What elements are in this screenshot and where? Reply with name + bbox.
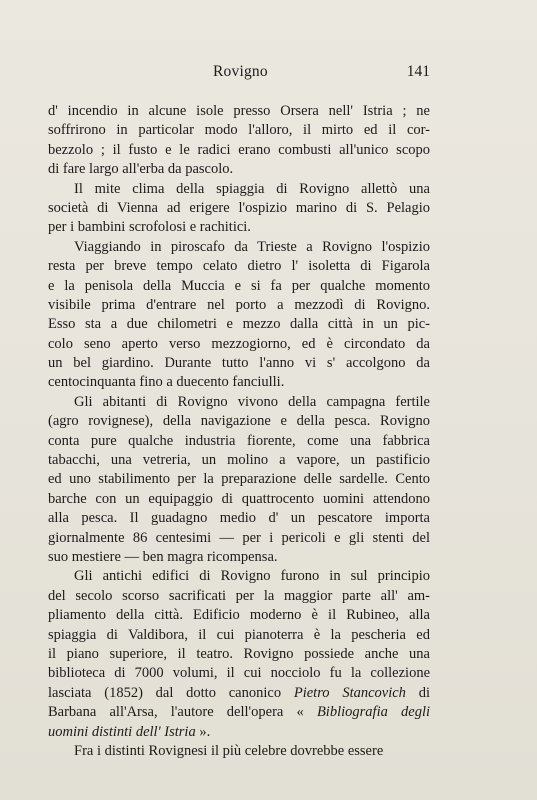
- text-line: bezzolo ; il fusto e le radici erano combusti all'unico scopo: [48, 141, 430, 158]
- text-line: alla pesca. Il guadagno medio d' un pescatore importa: [48, 510, 430, 527]
- text-line: (agro rovignese), della navigazione e della pesca. Rovigno: [48, 413, 430, 430]
- text-line: Viaggiando in piroscafo da Trieste a Rovigno l'ospizio: [74, 238, 430, 255]
- text-line: un bel giardino. Durante tutto l'anno vi s' accolgono da: [48, 355, 430, 372]
- text-line: suo mestiere — ben magra ricompensa.: [48, 548, 278, 565]
- paragraph: [48, 180, 430, 238]
- text-line: Gli abitanti di Rovigno vivono della campagna fertile: [74, 393, 430, 410]
- paragraph: [48, 567, 430, 742]
- page-number: 141: [406, 63, 430, 80]
- text-line: e la penisola della Muccia e si fa per qualche momento: [48, 277, 430, 294]
- text-line: per i bambini scrofolosi e rachitici.: [48, 219, 251, 236]
- text-line: soffrirono in particolar modo l'alloro, il mirto ed il cor-: [48, 122, 430, 139]
- text-line: spiaggia di Valdibora, il cui pianoterra è la pescheria ed: [48, 626, 430, 643]
- text-line: colo seno aperto verso mezzogiorno, ed è circondato da: [48, 335, 430, 352]
- running-head: Rovigno: [213, 63, 268, 80]
- text-line: uomini distinti dell' Istria ».: [48, 723, 211, 740]
- text-line: di fare largo all'erba da pascolo.: [48, 161, 234, 178]
- text-line: lasciata (1852) dal dotto canonico Pietro Stancovich di: [48, 684, 430, 701]
- text-line: il piano superiore, il teatro. Rovigno possiede anche una: [48, 645, 430, 662]
- paragraph: [48, 238, 430, 393]
- text-line: conta pure qualche industria fiorente, come una fabbrica: [48, 432, 430, 449]
- text-line: ed uno stabilimento per la preparazione delle sardelle. Cento: [48, 471, 430, 488]
- text-line: d' incendio in alcune isole presso Orsera nell' Istria ; ne: [48, 103, 430, 119]
- text-line: biblioteca di 7000 volumi, il cui nocciolo fu la collezione: [48, 665, 430, 682]
- text-line: tabacchi, una vetreria, un molino a vapore, un pastificio: [48, 452, 430, 469]
- text-line: Il mite clima della spiaggia di Rovigno allettò una: [74, 180, 430, 197]
- text-line: barche con un equipaggio di quattrocento uomini attendono: [48, 490, 430, 507]
- text-line: Barbana all'Arsa, l'autore dell'opera « Bibliografia degli: [48, 704, 430, 721]
- paragraph: [48, 393, 430, 568]
- text-line: Esso sta a due chilometri e mezzo dalla città in un pic-: [48, 316, 430, 333]
- text-line: Gli antichi edifici di Rovigno furono in sul principio: [74, 568, 430, 585]
- page-header: [48, 62, 430, 82]
- text-line: società di Vienna ad erigere l'ospizio marino di S. Pelagio: [48, 199, 430, 216]
- text-line: centocinquanta fino a duecento fanciulli.: [48, 374, 285, 391]
- body-text: [48, 102, 430, 761]
- paragraph: [48, 742, 430, 761]
- text-line: pliamento della città. Edificio moderno è il Rubineo, alla: [48, 607, 430, 624]
- text-line: visibile prima d'entrare nel porto a mezzodì di Rovigno.: [48, 296, 430, 313]
- text-line: del secolo scorso sacrificati per la maggior parte all' am-: [48, 587, 430, 604]
- paragraph: [48, 102, 430, 180]
- text-line: Fra i distinti Rovignesi il più celebre dovrebbe essere: [74, 742, 384, 759]
- text-line: giornalmente 86 centesimi — per i pericoli e gli stenti del: [48, 529, 430, 546]
- text-line: resta per breve tempo celato dietro l' isoletta di Figarola: [48, 258, 430, 275]
